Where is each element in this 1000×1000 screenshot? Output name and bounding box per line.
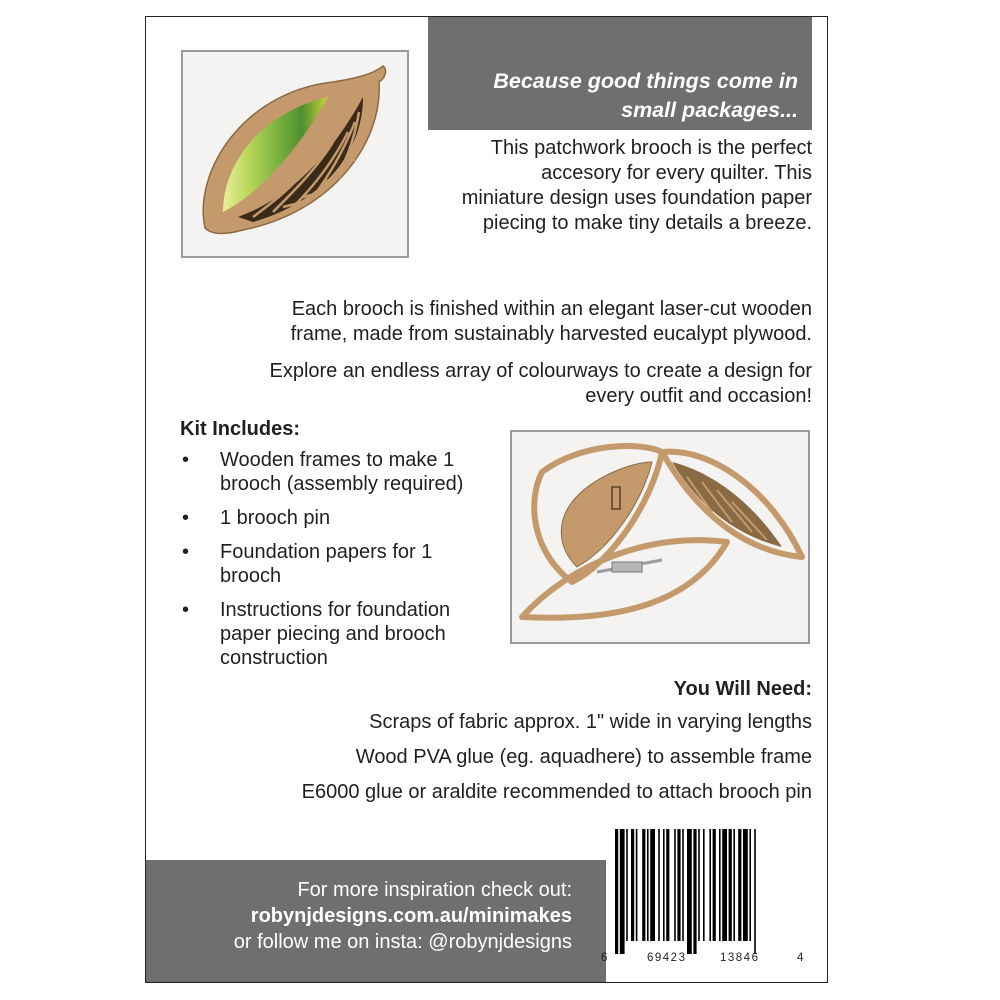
- bullet: •: [182, 599, 190, 621]
- kit-item-text: Foundation papers for 1: [220, 541, 433, 563]
- barcode-bar: [626, 829, 628, 941]
- footer-website-link[interactable]: robynjdesigns.com.au/minimakes: [250, 905, 572, 927]
- kit-list: [176, 448, 506, 680]
- kit-item-text: paper piecing and brooch: [220, 623, 446, 645]
- need-item: Wood PVA glue (eg. aquadhere) to assemble frame: [355, 746, 812, 768]
- barcode-bar: [647, 829, 649, 941]
- tagline-banner: [428, 17, 812, 130]
- frame-line-2: frame, made from sustainably harvested eucalypt plywood.: [290, 323, 812, 345]
- intro-line-4: piecing to make tiny details a breeze.: [482, 212, 812, 234]
- list-item: [176, 598, 506, 670]
- explore-line-1: Explore an endless array of colourways to create a design for: [269, 360, 812, 382]
- barcode-digit-first: 6: [601, 952, 608, 964]
- barcode-digit-last: 4: [797, 952, 804, 964]
- need-list: [166, 710, 812, 805]
- barcode-bar: [663, 829, 665, 941]
- list-item: [176, 540, 506, 588]
- list-item: [176, 506, 506, 530]
- kit-heading: Kit Includes:: [180, 418, 301, 440]
- barcode-group-left: 69423: [647, 952, 687, 964]
- intro-line-3: miniature design uses foundation paper: [461, 187, 812, 209]
- barcode-bar: [650, 829, 655, 941]
- footer-line-3: or follow me on insta: @robynjdesigns: [233, 931, 572, 953]
- barcode-bar: [703, 829, 705, 941]
- barcode-bar: [713, 829, 716, 941]
- intro-line-1: This patchwork brooch is the perfect: [490, 137, 812, 159]
- tagline-line-1: Because good things come in: [493, 69, 798, 93]
- kit-item-text: brooch: [220, 565, 282, 587]
- bullet: •: [182, 507, 190, 529]
- barcode-bar: [620, 829, 625, 954]
- kit-item-text: 1 brooch pin: [220, 507, 331, 529]
- barcode-bar: [658, 829, 660, 941]
- barcode-bar: [615, 829, 618, 954]
- barcode-bar: [729, 829, 732, 941]
- barcode-bar: [722, 829, 727, 941]
- frame-line-1: Each brooch is finished within an elegant laser-cut wooden: [291, 298, 812, 320]
- footer-line-1: For more inspiration check out:: [297, 879, 572, 901]
- barcode-bar: [749, 829, 751, 941]
- barcode-bar: [682, 829, 684, 941]
- intro-paragraph: [428, 136, 812, 236]
- frame-pieces-photo: [510, 430, 810, 644]
- barcode-bar: [642, 829, 645, 941]
- kit-item-text: construction: [220, 647, 328, 669]
- bullet: •: [182, 541, 190, 563]
- barcode-bar: [733, 829, 735, 941]
- barcode-bar: [636, 829, 638, 941]
- barcode-bars: [601, 829, 811, 954]
- barcode-group-right: 13846: [720, 952, 760, 964]
- barcode-bar: [631, 829, 634, 941]
- need-item: Scraps of fabric approx. 1" wide in varying lengths: [369, 711, 812, 733]
- barcode-bar: [738, 829, 741, 941]
- need-heading: You Will Need:: [673, 678, 812, 700]
- kit-item-text: Instructions for foundation: [220, 599, 451, 621]
- barcode-bar: [677, 829, 680, 941]
- need-item: E6000 glue or araldite recommended to attach brooch pin: [301, 781, 812, 803]
- barcode-bar: [719, 829, 721, 941]
- barcode-bar: [709, 829, 711, 941]
- explore-paragraph: [166, 359, 812, 409]
- barcode-bar: [693, 829, 696, 954]
- intro-line-2: accesory for every quilter. This: [541, 162, 812, 184]
- footer-banner: [146, 860, 606, 983]
- barcode: [601, 829, 811, 971]
- kit-item-text: Wooden frames to make 1: [220, 449, 455, 471]
- barcode-bar: [687, 829, 692, 954]
- explore-line-2: every outfit and occasion!: [585, 385, 812, 407]
- barcode-bar: [698, 829, 700, 941]
- product-card-back: [145, 16, 828, 983]
- tagline-line-2: small packages...: [621, 98, 798, 122]
- bullet: •: [182, 449, 190, 471]
- brooch-photo: [181, 50, 409, 258]
- barcode-bar: [666, 829, 669, 941]
- barcode-bar: [743, 829, 748, 941]
- barcode-bar: [674, 829, 676, 941]
- kit-item-text: brooch (assembly required): [220, 473, 464, 495]
- barcode-bar: [754, 829, 756, 954]
- frame-paragraph: [166, 297, 812, 347]
- list-item: [176, 448, 506, 496]
